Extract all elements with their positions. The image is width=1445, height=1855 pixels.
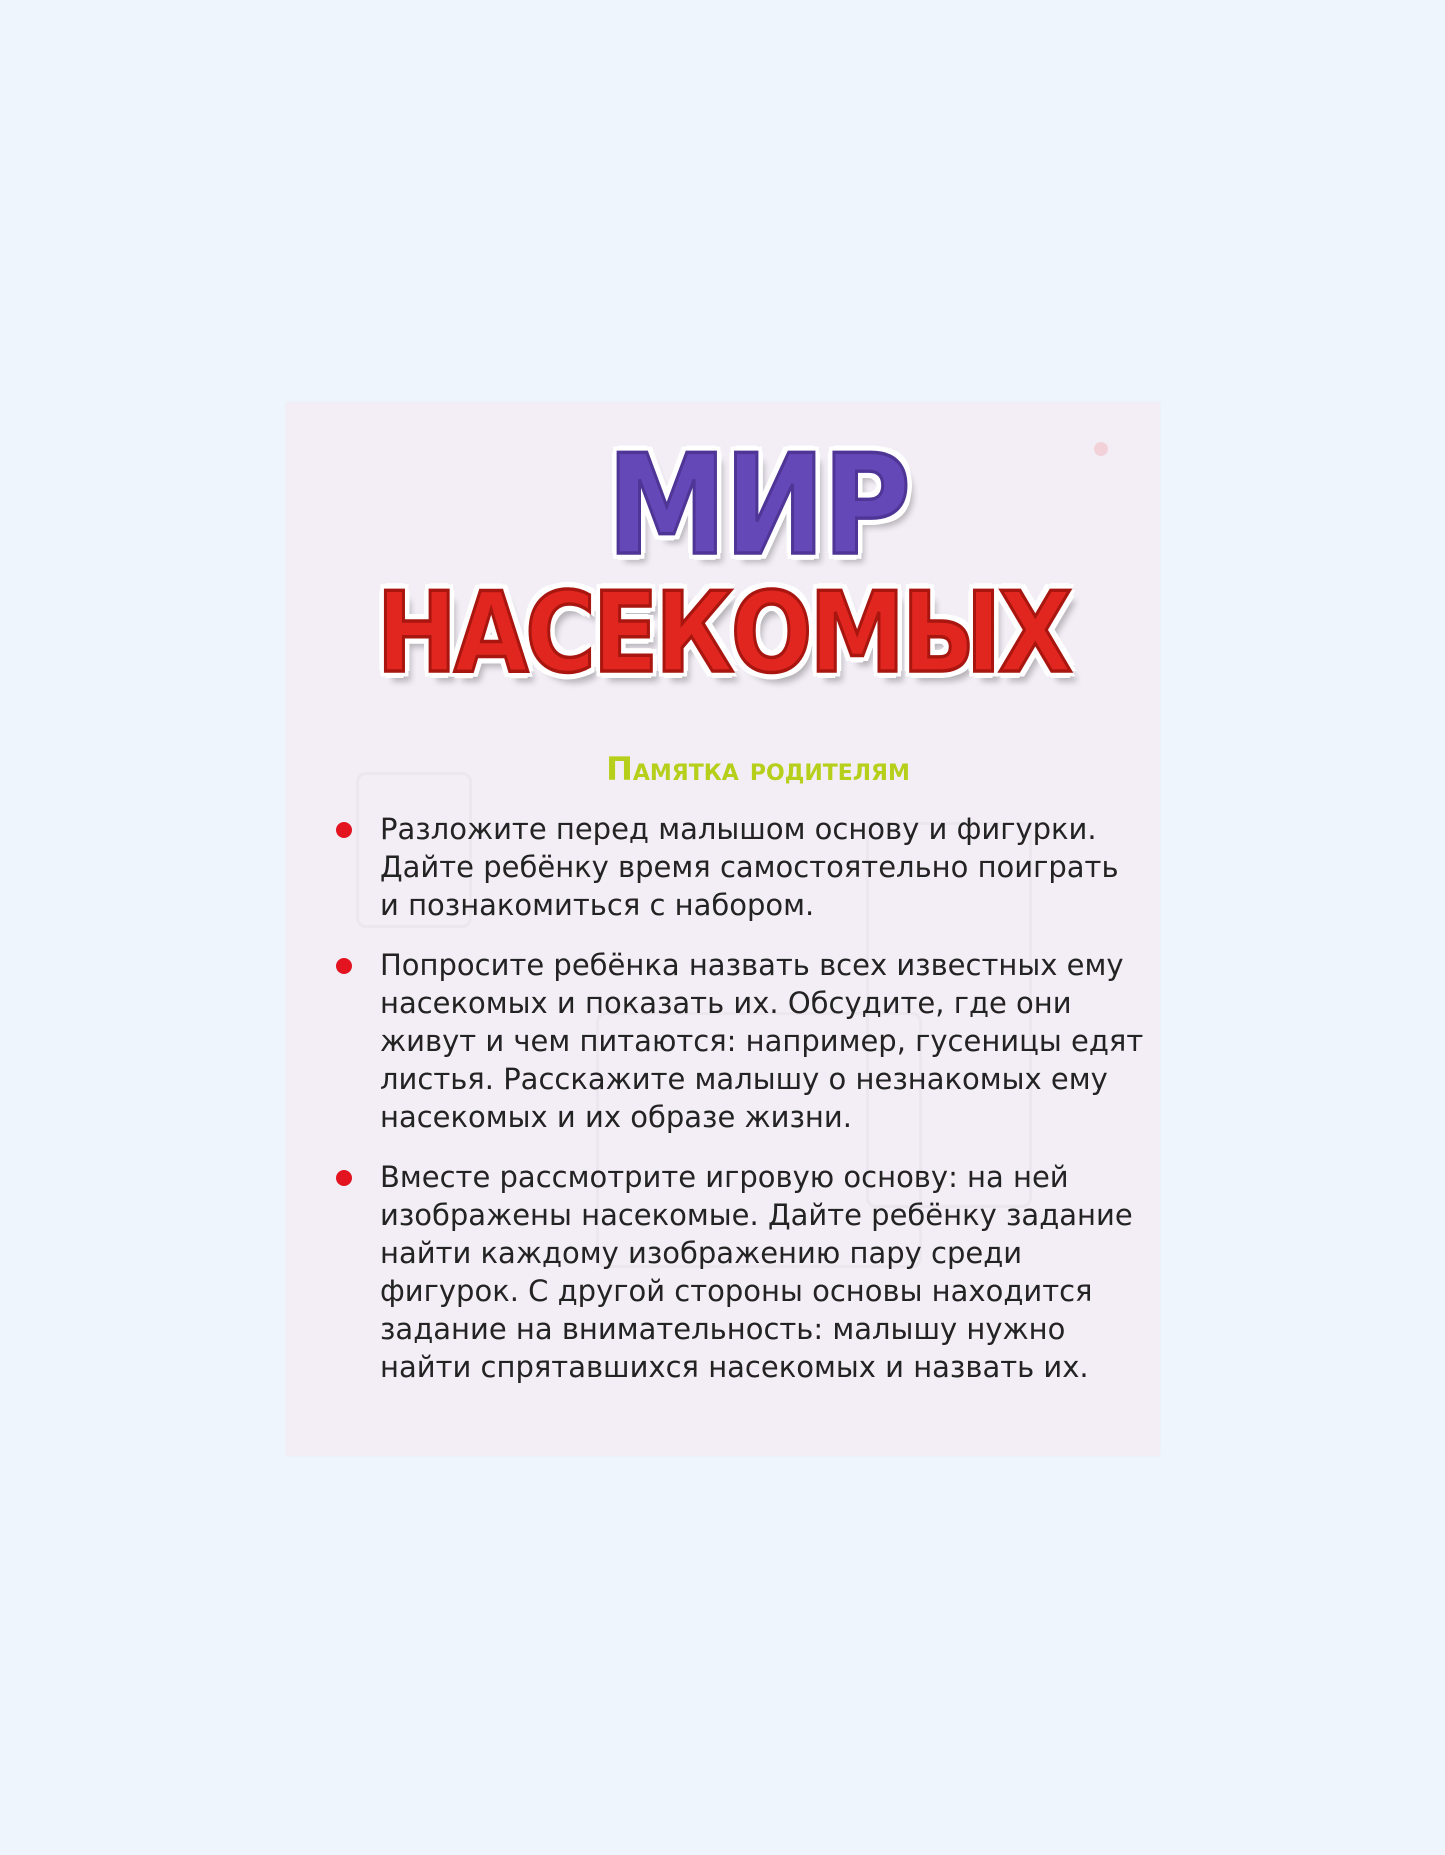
product-logo bbox=[286, 426, 1160, 698]
instruction-item bbox=[336, 1158, 1146, 1386]
card-subtitle: Памятка родителям bbox=[606, 750, 910, 788]
bullet-dot-icon bbox=[336, 958, 352, 974]
instruction-item bbox=[336, 810, 1146, 924]
logo-title-line2: НАСЕКОМЫХ bbox=[376, 568, 1070, 698]
instruction-list bbox=[336, 810, 1146, 1408]
instruction-text: Разложите перед малышом основу и фигурки. Дайте ребёнку время самостоятельно поиграть и познакомиться с набором. bbox=[380, 812, 1119, 922]
bullet-dot-icon bbox=[336, 822, 352, 838]
instruction-card bbox=[286, 402, 1160, 1456]
instruction-item bbox=[336, 946, 1146, 1136]
logo-title-line1: МИР bbox=[607, 426, 909, 587]
instruction-text: Вместе рассмотрите игровую основу: на ней изображены насекомые. Дайте ребёнку задание найти каждому изображению пару среди фигурок. С другой стороны основы находится задание на внимательность: малышу нужно найти спрятавшихся насекомых и назвать их. bbox=[380, 1160, 1133, 1384]
bullet-dot-icon bbox=[336, 1170, 352, 1186]
instruction-text: Попросите ребёнка назвать всех известных ему насекомых и показать их. Обсудите, где они живут и чем питаются: например, гусеницы едят листья. Расскажите малышу о незнакомых ему насекомых и их образе жизни. bbox=[380, 948, 1144, 1134]
